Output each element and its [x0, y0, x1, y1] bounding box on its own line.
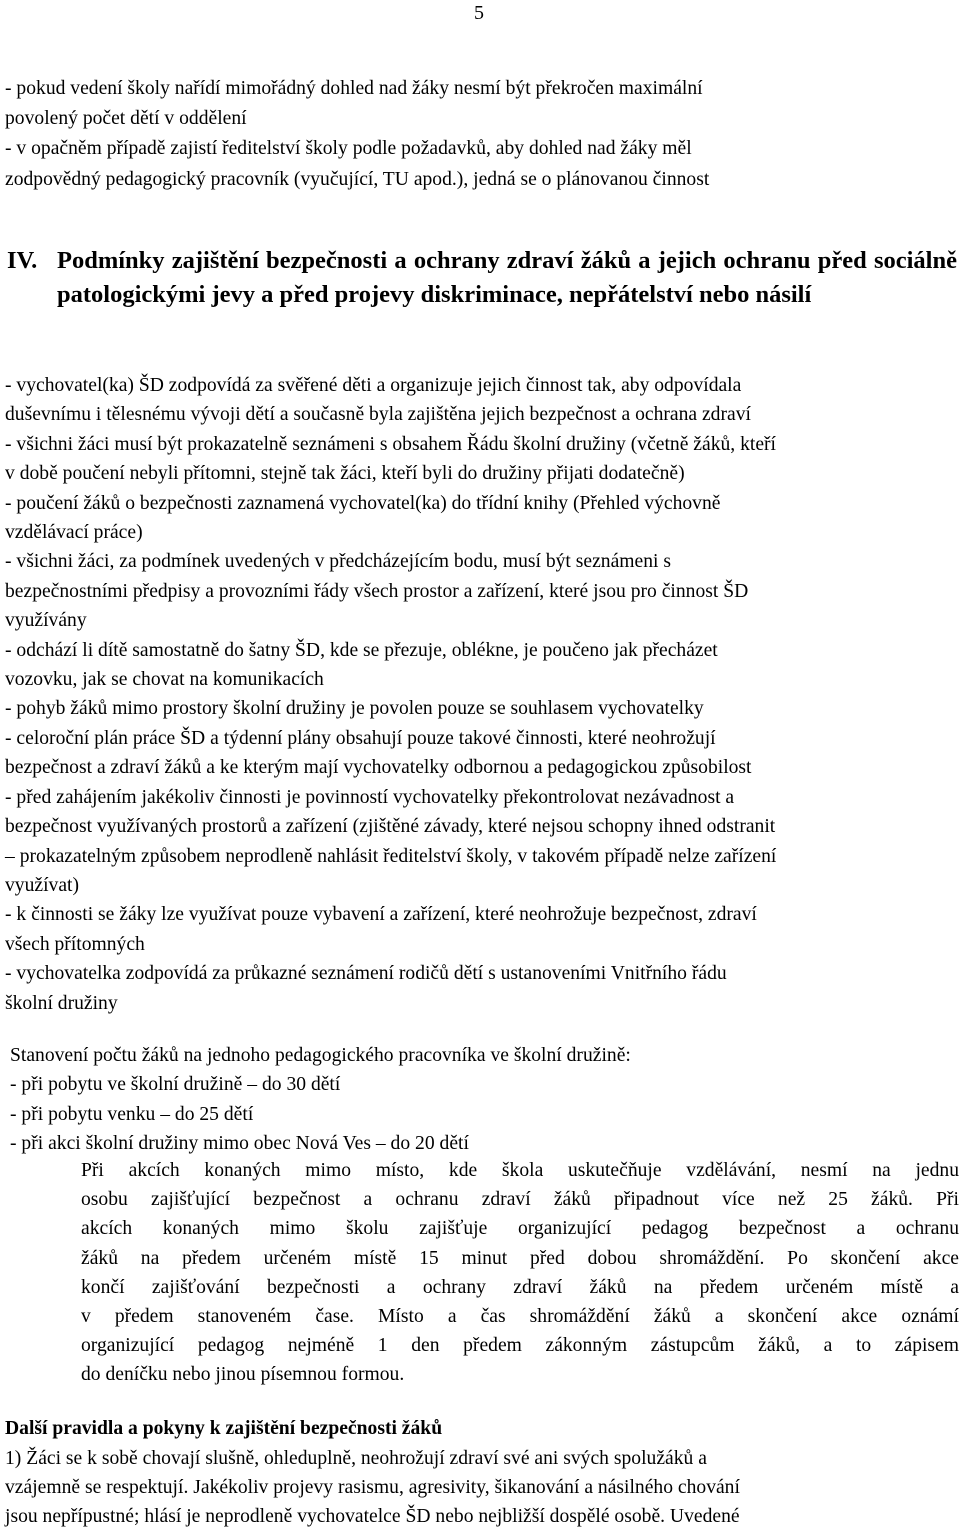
intro-paragraph — [5, 74, 950, 195]
text-line: v předem stanoveném čase. Místo a čas shromáždění žáků a skončení akce oznámí — [81, 1306, 959, 1328]
text-line: vozovku, jak se chovat na komunikacích — [5, 669, 324, 691]
text-line: akcích konaných mimo školu zajišťuje organizující pedagog bezpečnost a ochranu — [81, 1218, 959, 1240]
page-number: 5 — [474, 2, 484, 24]
text-line: vzájemně se respektují. Jakékoliv projevy rasismu, agresivity, šikanování a násilného chování — [5, 1477, 740, 1498]
text-line: využívat) — [5, 874, 79, 896]
text-line: zodpovědný pedagogický pracovník (vyučující, TU apod.), jedná se o plánovanou činnost — [5, 168, 710, 190]
text-line: povolený počet dětí v oddělení — [5, 108, 247, 130]
capacity-item: - při pobytu venku – do 25 dětí — [10, 1103, 254, 1125]
text-line: - v opačněm případě zajistí ředitelství školy podle požadavků, aby dohled nad žáky měl — [5, 138, 692, 160]
text-line: Při akcích konaných mimo místo, kde škola uskutečňuje vzdělávání, nesmí na jednu — [81, 1160, 959, 1181]
safety-rules-list — [5, 371, 957, 1018]
text-line: - vychovatelka zodpovídá za průkazné seznámení rodičů dětí s ustanoveními Vnitřního řádu — [5, 963, 727, 985]
text-line: - pokud vedení školy nařídí mimořádný dohled nad žáky nesmí být překročen maximální — [5, 78, 703, 99]
text-line: duševnímu i tělesnému vývoji dětí a současně byla zajištěna jejich bezpečnost a ochrana zdraví — [5, 404, 751, 426]
indented-paragraph — [81, 1156, 959, 1390]
text-line: v době poučení nebyli přítomni, stejně tak žáci, kteří byli do družiny přijati dodatečně) — [5, 463, 685, 485]
text-line: využívány — [5, 610, 87, 632]
text-line: - všichni žáci musí být prokazatelně seznámeni s obsahem Řádu školní družiny (včetně žáků, kteří — [5, 433, 776, 455]
section-number: IV. — [7, 247, 38, 274]
section-title: Podmínky zajištění bezpečnosti a ochrany zdraví žáků a jejich ochranu před sociálně patologickými jevy a před projevy diskriminace, nepřátelství nebo násilí — [57, 247, 957, 308]
text-line: - poučení žáků o bezpečnosti zaznamená vychovatel(ka) do třídní knihy (Přehled výchovně — [5, 492, 721, 514]
text-line: - pohyb žáků mimo prostory školní družiny je povolen pouze se souhlasem vychovatelky — [5, 698, 704, 720]
text-line: končí zajišťování bezpečnosti a ochrany zdraví žáků na předem určeném místě a — [81, 1276, 959, 1298]
text-line: školní družiny — [5, 992, 118, 1014]
capacity-item: - při akci školní družiny mimo obec Nová Ves – do 20 dětí — [10, 1133, 469, 1155]
text-line: - celoroční plán práce ŠD a týdenní plány obsahují pouze takové činnosti, které neohrožují — [5, 727, 716, 749]
text-line: bezpečnost využívaných prostorů a zařízení (zjištěné závady, které nejsou schopny ihned odstranit — [5, 816, 776, 838]
text-line: bezpečnost a zdraví žáků a ke kterým mají vychovatelky odbornou a pedagogickou způsobilost — [5, 757, 752, 779]
text-line: bezpečnostními předpisy a provozními řády všech prostor a zařízení, které jsou pro činnost ŠD — [5, 580, 749, 602]
further-rules-heading: Další pravidla a pokyny k zajištění bezpečnosti žáků — [5, 1418, 443, 1439]
text-line: všech přítomných — [5, 933, 145, 955]
text-line: do deníčku nebo jinou písemnou formou. — [81, 1364, 405, 1386]
text-line: - k činnosti se žáky lze využívat pouze vybavení a zařízení, které neohrožuje bezpečnost, zdraví — [5, 904, 757, 926]
text-line: osobu zajišťující bezpečnost a ochranu zdraví žáků připadnout více než 25 žáků. Při — [81, 1189, 959, 1211]
capacity-item: - při pobytu ve školní družině – do 30 dětí — [10, 1074, 341, 1096]
text-line: – prokazatelným způsobem neprodleně nahlásit ředitelství školy, v takovém případě nelze zařízení — [5, 845, 777, 867]
section-heading — [7, 244, 957, 312]
text-line: organizující pedagog nejméně 1 den předem zákonným zástupcům žáků, a to zápisem — [81, 1335, 959, 1357]
text-line: - před zahájením jakékoliv činnosti je povinností vychovatelky překontrolovat nezávadnost a — [5, 786, 735, 808]
text-line: žáků na předem určeném místě 15 minut před dobou shromáždění. Po skončení akce — [81, 1247, 959, 1269]
text-line: - odchází li dítě samostatně do šatny ŠD, kde se přezuje, oblékne, je poučeno jak přecházet — [5, 639, 718, 661]
further-rules-paragraph — [5, 1444, 957, 1531]
text-line: 1) Žáci se k sobě chovají slušně, ohleduplně, neohrožují zdraví své ani svých spolužáků a — [5, 1448, 707, 1469]
text-line: jsou nepřípustné; hlásí je neprodleně vychovatelce ŠD nebo nejbližší dospělé osobě. Uvedené — [5, 1506, 740, 1527]
text-line: vzdělávací práce) — [5, 522, 143, 544]
capacity-heading: Stanovení počtu žáků na jednoho pedagogického pracovníka ve školní družině: — [10, 1045, 631, 1066]
capacity-section — [10, 1041, 631, 1159]
text-line: - vychovatel(ka) ŠD zodpovídá za svěřené děti a organizuje jejich činnost tak, aby odpovídala — [5, 375, 742, 396]
text-line: - všichni žáci, za podmínek uvedených v předcházejícím bodu, musí být seznámeni s — [5, 551, 671, 573]
